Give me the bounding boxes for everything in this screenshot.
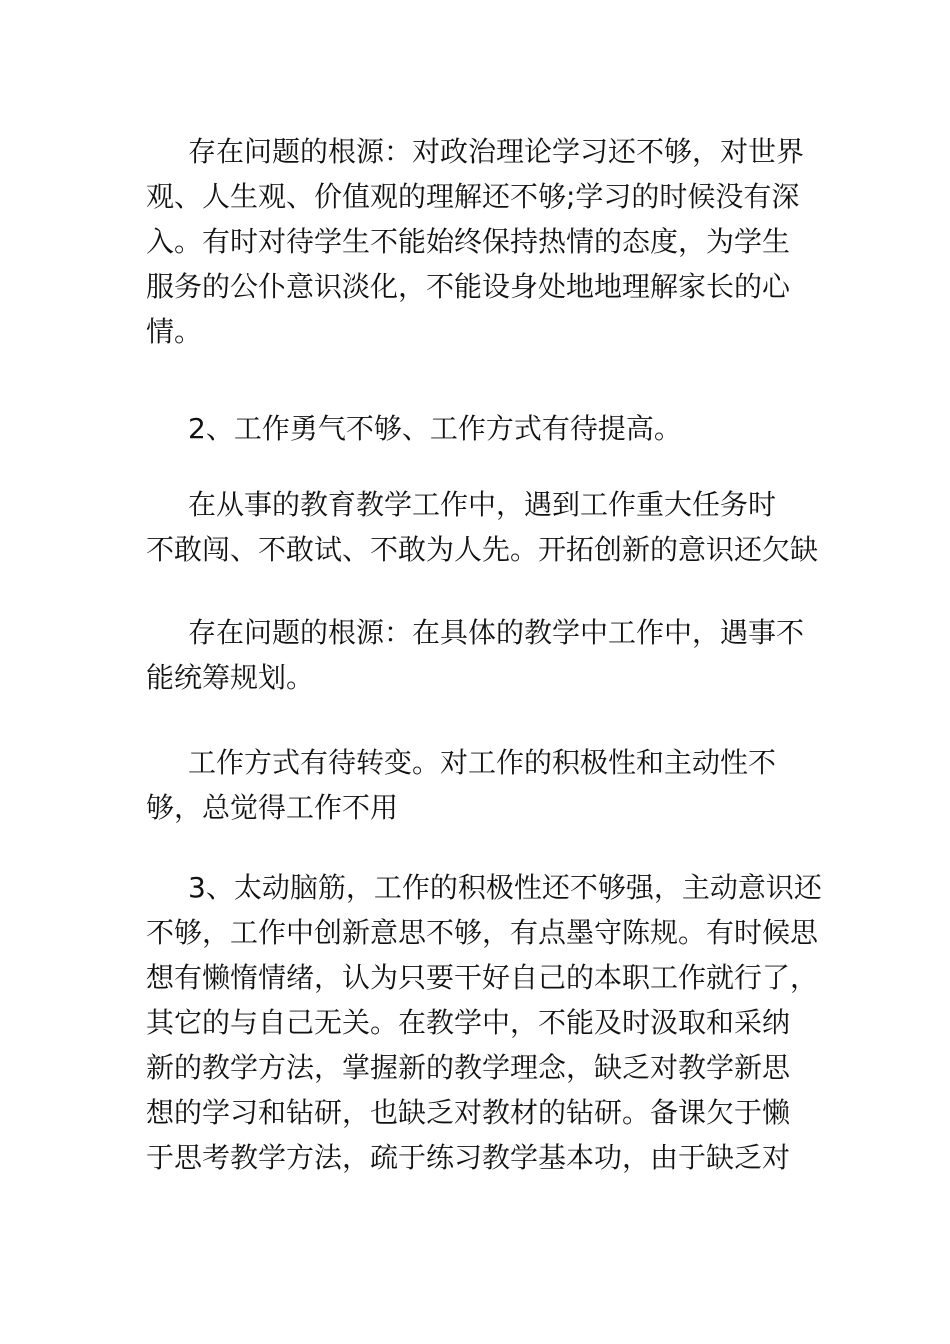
paragraph-work-style [146,740,818,830]
text-line: 存在问题的根源：在具体的教学中工作中，遇事不 [188,616,805,649]
text-line: 够，总觉得工作不用 [146,791,399,824]
paragraph-problem-root-theory [146,129,818,354]
text-line: 服务的公仆意识淡化，不能设身处地地理解家长的心 [146,270,791,303]
text-line: 不够，工作中创新意思不够，有点墨守陈规。有时候思 [146,916,819,949]
text-line: 于思考教学方法，疏于练习教学基本功，由于缺乏对 [146,1141,791,1174]
text-line: 想有懒惰情绪，认为只要干好自己的本职工作就行了， [146,961,819,994]
paragraph-problem-root-planning [146,610,818,700]
text-line: 存在问题的根源：对政治理论学习还不够，对世界 [188,135,805,168]
text-line: 不敢闯、不敢试、不敢为人先。开拓创新的意识还欠缺 [146,533,819,566]
paragraph-courage [146,482,818,572]
text-line: 3、太动脑筋，工作的积极性还不够强，主动意识还 [188,871,822,904]
paragraph-item-3 [146,865,822,1180]
text-line: 情。 [146,315,203,348]
text-line: 观、人生观、价值观的理解还不够;学习的时候没有深 [146,180,800,213]
text-line: 新的教学方法，掌握新的教学理念，缺乏对教学新思 [146,1051,791,1084]
text-line: 工作方式有待转变。对工作的积极性和主动性不 [188,746,777,779]
text-line: 想的学习和钻研，也缺乏对教材的钻研。备课欠于懒 [146,1096,791,1129]
text-line: 其它的与自己无关。在教学中，不能及时汲取和采纳 [146,1006,791,1039]
text-line: 能统筹规划。 [146,661,315,694]
text-line: 在从事的教育教学工作中，遇到工作重大任务时 [188,488,777,521]
text-line: 2、工作勇气不够、工作方式有待提高。 [188,412,682,445]
text-line: 入。有时对待学生不能始终保持热情的态度，为学生 [146,225,791,258]
paragraph-item-2-heading [146,406,818,451]
